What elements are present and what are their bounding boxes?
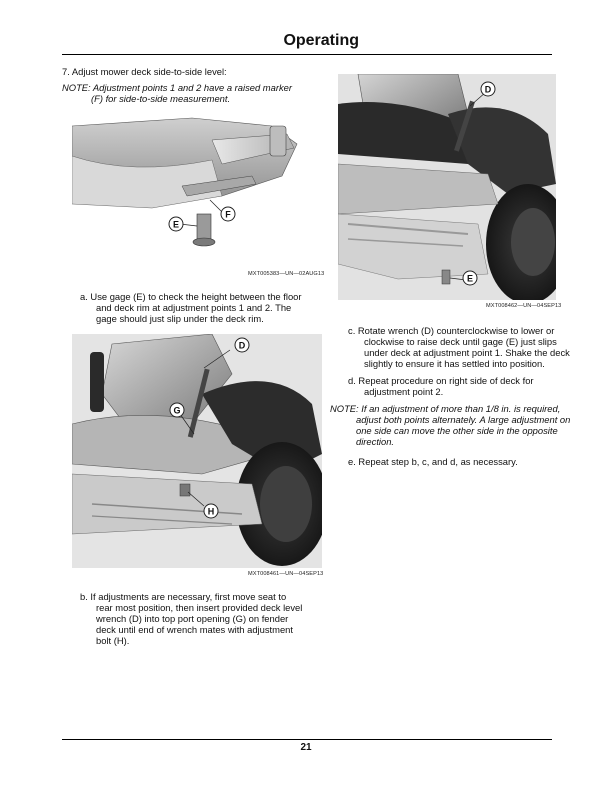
step-c-line-3: under deck at adjustment point 1. Shake the deck (364, 347, 570, 358)
step-a-line-3: gage should just slip under the deck rim. (96, 313, 264, 324)
page-number: 21 (300, 742, 312, 753)
footer-rule (62, 739, 552, 740)
step-e: e. Repeat step b, c, and d, as necessary. (348, 456, 518, 467)
figure-wrench-gage (338, 74, 556, 300)
note-2-line-2: adjust both points alternately. A large adjustment on (356, 414, 571, 425)
note-1-line-1: NOTE: Adjustment points 1 and 2 have a raised marker (62, 82, 292, 93)
callout-g-2-label: G (173, 405, 181, 416)
step-c-line-2: clockwise to raise deck until gage (E) just slips (364, 336, 557, 347)
step-c-line-1: c. Rotate wrench (D) counterclockwise to lower or (348, 325, 555, 336)
step-a-line-1: a. Use gage (E) to check the height between the floor (80, 291, 302, 302)
header-rule (62, 54, 552, 55)
callout-d-3-label: D (484, 84, 492, 95)
note-2-line-1: NOTE: If an adjustment of more than 1/8 in. is required, (330, 403, 561, 414)
figure-deck-gage (72, 116, 320, 268)
callout-e-1-label: E (172, 219, 180, 230)
step-d-line-1: d. Repeat procedure on right side of deck for (348, 375, 534, 386)
figure-wrench-port (72, 334, 322, 568)
figure-3-caption: MXT008462—UN—04SEP13 (486, 303, 562, 309)
deck-gage-illustration (72, 116, 320, 268)
note-2-line-3: one side can move the other side in the opposite (356, 425, 558, 436)
step-d-line-2: adjustment point 2. (364, 386, 444, 397)
step-b-line-1: b. If adjustments are necessary, first move seat to (80, 591, 287, 602)
note-2-line-4: direction. (356, 436, 395, 447)
figure-1-caption: MXT005383—UN—02AUG13 (248, 271, 325, 277)
step-b-line-5: bolt (H). (96, 635, 130, 646)
callout-h-2-label: H (207, 506, 215, 517)
wrench-port-illustration (72, 334, 322, 568)
step-7: 7. Adjust mower deck side-to-side level: (62, 66, 227, 77)
wrench-gage-illustration (338, 74, 556, 300)
step-b-line-3: wrench (D) into top port opening (G) on fender (96, 613, 289, 624)
figure-2-caption: MXT008461—UN—04SEP13 (248, 571, 324, 577)
callout-f-1-label: F (225, 209, 231, 220)
step-c-line-4: slightly to ensure it has settled into position. (364, 358, 545, 369)
step-b-line-4: deck until end of wrench mates with adjustment (96, 624, 293, 635)
page-title: Operating (283, 32, 359, 49)
step-b-line-2: rear most position, then insert provided deck level (96, 602, 303, 613)
callout-e-3-label: E (466, 273, 474, 284)
note-1-line-2: (F) for side-to-side measurement. (91, 93, 231, 104)
callout-d-2-label: D (238, 340, 246, 351)
step-a-line-2: and deck rim at adjustment points 1 and 2. The (96, 302, 292, 313)
